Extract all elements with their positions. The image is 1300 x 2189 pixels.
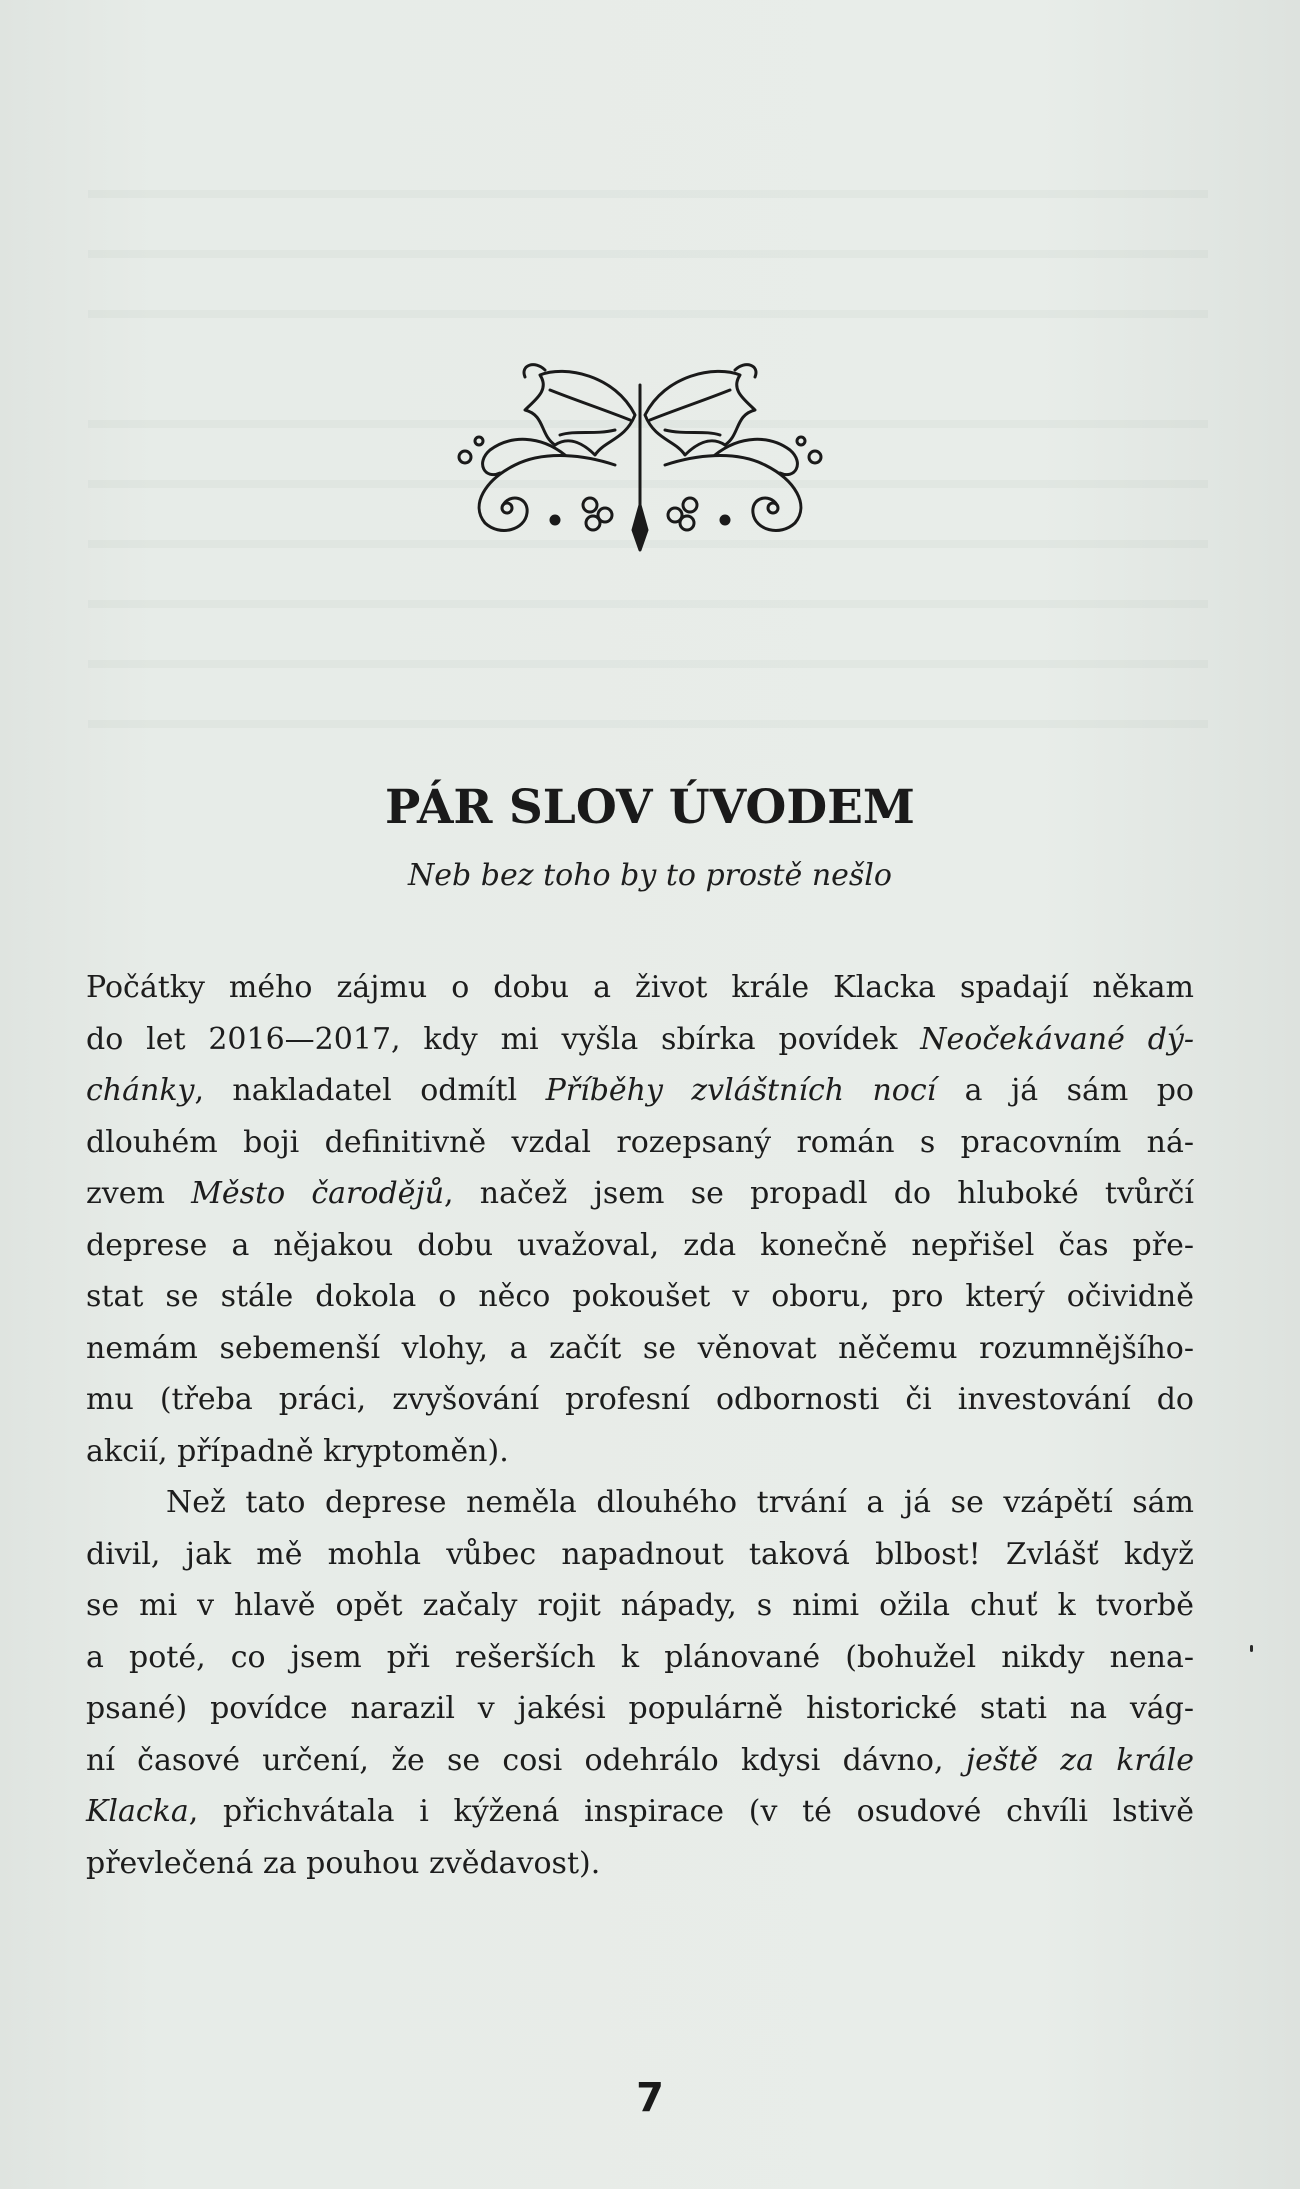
paper-speck [1250,1645,1253,1652]
bleed-through-line [88,720,1208,728]
text-run: akcií, případně kryptoměn). [86,1433,509,1469]
text-line [86,1014,1194,1066]
italic-run: Příběhy zvláštních nocí [545,1073,937,1108]
italic-run: Neočekávané dý- [920,1021,1194,1057]
text-run: a já sám po [936,1073,1194,1108]
text-run: ní časové určení, že se cosi odehrálo kdysi dávno, [86,1742,966,1778]
text-run: stat se stále dokola o něco pokoušet v oboru, pro který očividně [86,1279,1194,1314]
text-line [86,1065,1194,1117]
text-line [86,1168,1194,1220]
text-line [86,1529,1194,1581]
text-run: se mi v hlavě opět začaly rojit nápady, s nimi ožila chuť k tvorbě [86,1588,1194,1623]
text-run: Než tato deprese neměla dlouhého trvání a já se vzápětí sám [166,1485,1194,1520]
bleed-through-line [88,190,1208,198]
text-run: do let 2016—2017, kdy mi vyšla sbírka povídek [86,1021,921,1057]
italic-run: ještě za krále [965,1742,1194,1778]
text-line [86,1374,1194,1426]
bleed-through-line [88,310,1208,318]
text-line [86,1735,1194,1787]
text-line [86,1271,1194,1323]
text-line [86,1683,1194,1735]
text-run: , přichvátala i kýžená inspirace (v té osudové chvíli lstivě [188,1794,1194,1829]
bleed-through-line [88,250,1208,258]
text-run: a poté, co jsem při rešerších k plánované (bohužel nikdy nena- [86,1639,1194,1675]
text-run: nemám sebemenší vlohy, a začít se věnovat něčemu rozumnějšího- [86,1330,1194,1366]
text-run: deprese a nějakou dobu uvažoval, zda konečně nepřišel čas pře- [86,1227,1194,1263]
chapter-title: PÁR SLOV ÚVODEM [385,780,915,835]
text-line [86,1477,1194,1529]
bleed-through-line [88,660,1208,668]
italic-run: chánky [86,1073,195,1108]
vine-leaf-ornament-icon [445,355,835,555]
text-line [86,1323,1194,1375]
text-run: , nakladatel odmítl [194,1073,546,1108]
italic-run: Klacka [86,1794,189,1829]
text-run: mu (třeba práci, zvyšování profesní odbornosti či investování do [86,1382,1194,1417]
text-run: divil, jak mě mohla vůbec napadnout taková blbost! Zvlášť když [86,1536,1194,1572]
text-line [86,1632,1194,1684]
text-line [86,1838,1194,1890]
chapter-subtitle: Neb bez toho by to prostě nešlo [408,858,892,893]
text-run: dlouhém boji definitivně vzdal rozepsaný román s pracovním ná- [86,1124,1194,1160]
text-run: psané) povídce narazil v jakési populárně historické stati na vág- [86,1691,1194,1726]
text-run: zvem [86,1176,192,1211]
text-line [86,962,1194,1014]
page-number: 7 [636,2075,664,2121]
text-line [86,1786,1194,1838]
text-line [86,1426,1194,1478]
text-run: převlečená za pouhou zvědavost). [86,1845,601,1881]
text-line [86,1580,1194,1632]
italic-run: Město čarodějů [191,1176,445,1211]
bleed-through-line [88,600,1208,608]
text-line [86,1220,1194,1272]
body-text [86,962,1194,1889]
text-line [86,1117,1194,1169]
text-run: Počátky mého zájmu o dobu a život krále Klacka spadají někam [86,970,1194,1005]
text-run: , načež jsem se propadl do hluboké tvůrčí [444,1176,1194,1211]
